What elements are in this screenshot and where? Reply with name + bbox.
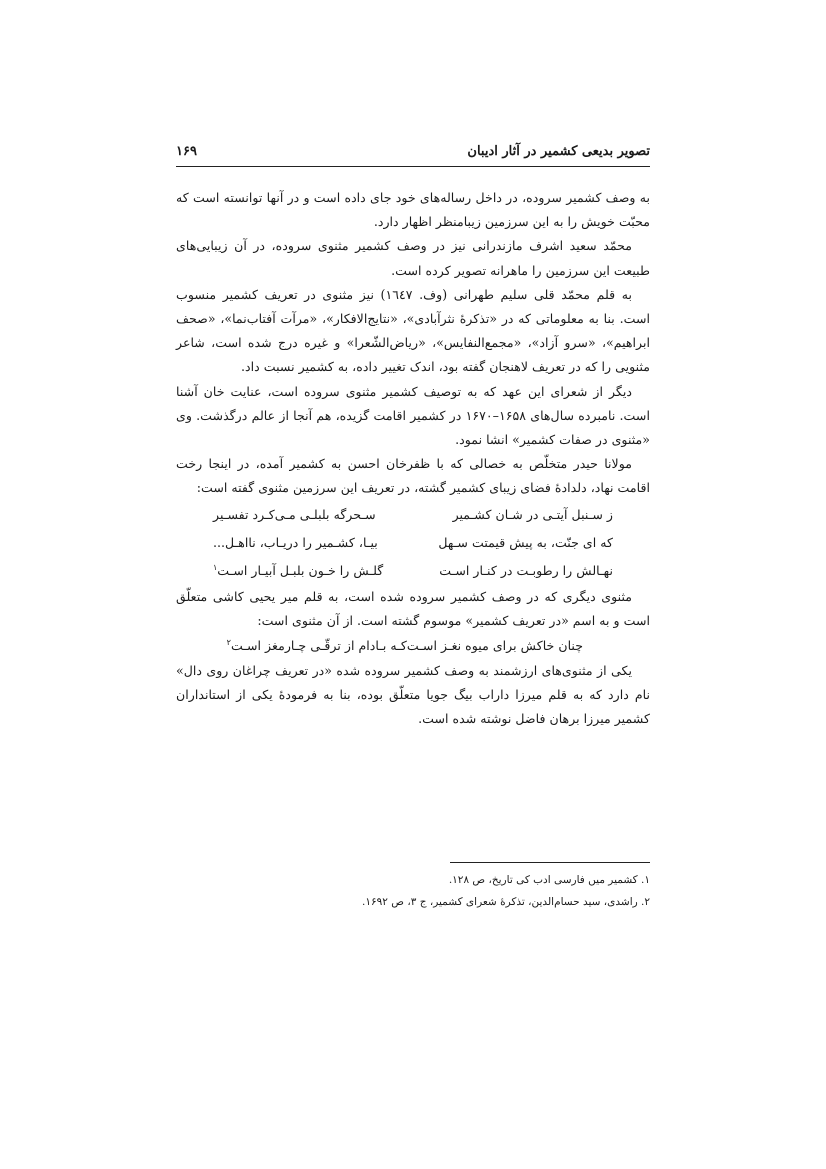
- verse-line: [213, 557, 613, 585]
- hemistich-right: نهـالش را رطوبـت در کنـار اسـت: [439, 562, 613, 578]
- verse-line: [226, 633, 583, 659]
- hemistich-right: چنان خاکش برای میوه نغـز اسـت: [406, 638, 583, 654]
- running-header: [176, 144, 650, 164]
- footnote: ۲. راشدی، سید حسام‌الدین، تذکرۀ شعرای کشمیر، ج ۳، ص ۱۶۹۲.: [362, 896, 650, 908]
- hemistich-right: ز سـنبل آیتـی در شـان کشـمیر: [452, 506, 613, 522]
- verse-line: [213, 529, 613, 557]
- poem-block: [226, 633, 583, 659]
- verse-line: [213, 501, 613, 529]
- paragraph: مولانا حیدر متخلّص به خصالی که با ظفرخان احسن به کشمیر آمده، در اینجا رخت اقامت نهاد، دلدادۀ فضای زیبای کشمیر گشته، در تعریف این سرزمین مثنوی گفته است:: [176, 456, 650, 496]
- footnotes: [176, 869, 650, 913]
- header-rule: [176, 166, 650, 167]
- paragraph: مثنوی دیگری که در وصف کشمیر سروده شده است، به قلم میر یحیی کاشی متعلّق است و به اسم «در تعریف کشمیر» موسوم گشته است. از آن مثنوی است:: [176, 588, 650, 628]
- footnote-marker: ۱: [213, 562, 218, 572]
- paragraph: به قلم محمّد قلی سلیم طهرانی (وف. ۱٦٤٧) نیز مثنوی در تعریف کشمیر منسوب است. بنا به معلوماتی که در «تذکرۀ نثرآبادی»، «نتایج‌الافکار»، «مرآت آفتاب‌نما»، «صحف ابراهیم»، «سرو آزاد»، «مجمع‌النفایس»، «ریاض‌الشّعرا» و غیره درج شده است، شاعر مثنویی را که در تعریف لاهنجان گفته بود، اندک تغییر داده، به کشمیر نسبت داد.: [176, 286, 650, 375]
- poem-block: [213, 501, 613, 585]
- main-text: [176, 186, 650, 732]
- hemistich-left: گلـش را خـون بلبـل آبیـار اسـت$^۱$: [213, 562, 384, 578]
- running-title: تصویر بدیعی کشمیر در آثار ادیبان: [467, 144, 650, 159]
- footnote: ۱. کشمیر میں فارسی ادب کی تاریخ، ص ۱۲۸.: [448, 874, 650, 886]
- paragraph: به وصف کشمیر سروده، در داخل رساله‌های خود جای داده است و در آنها توانسته است که محبّت خویش را به این سرزمین زیبامنظر اظهار دارد.: [176, 190, 650, 230]
- page-number: ۱۶۹: [176, 144, 197, 159]
- hemistich-right: که ای جنّت، به پیش قیمتت سـهل: [438, 534, 613, 550]
- hemistich-left: کـه بـادام از ترقّـی چـارمغز اسـت$^۲$: [226, 637, 407, 654]
- footnote-rule: [450, 862, 650, 863]
- paragraph: دیگر از شعرای این عهد که به توصیف کشمیر مثنوی سروده است، عنایت خان آشنا است. نامبرده سال‌های ۱۶۵۸–۱۶۷۰ در کشمیر اقامت گزیده، هم آنجا از عالم درگذشت. وی «مثنوی در صفات کشمیر» انشا نمود.: [176, 383, 650, 448]
- footnote-marker: ۲: [226, 637, 231, 647]
- paragraph: محمّد سعید اشرف مازندرانی نیز در وصف کشمیر مثنوی سروده، در آن زیبایی‌های طبیعت این سرزمین را ماهرانه تصویر کرده است.: [176, 238, 650, 278]
- hemistich-left: سـحرگه بلبلـی مـی‌کـرد تفسـیر: [213, 506, 376, 522]
- paragraph: یکی از مثنوی‌های ارزشمند به وصف کشمیر سروده شده «در تعریف چراغان روی دال» نام دارد که به قلم میرزا داراب بیگ جویا متعلّق بوده، بنا به فرمودۀ یکی از استانداران کشمیر میرزا برهان فاضل نوشته شده است.: [176, 663, 650, 727]
- hemistich-left: بیـا، کشـمیر را دریـاب، ناا‌هـل...: [213, 534, 378, 550]
